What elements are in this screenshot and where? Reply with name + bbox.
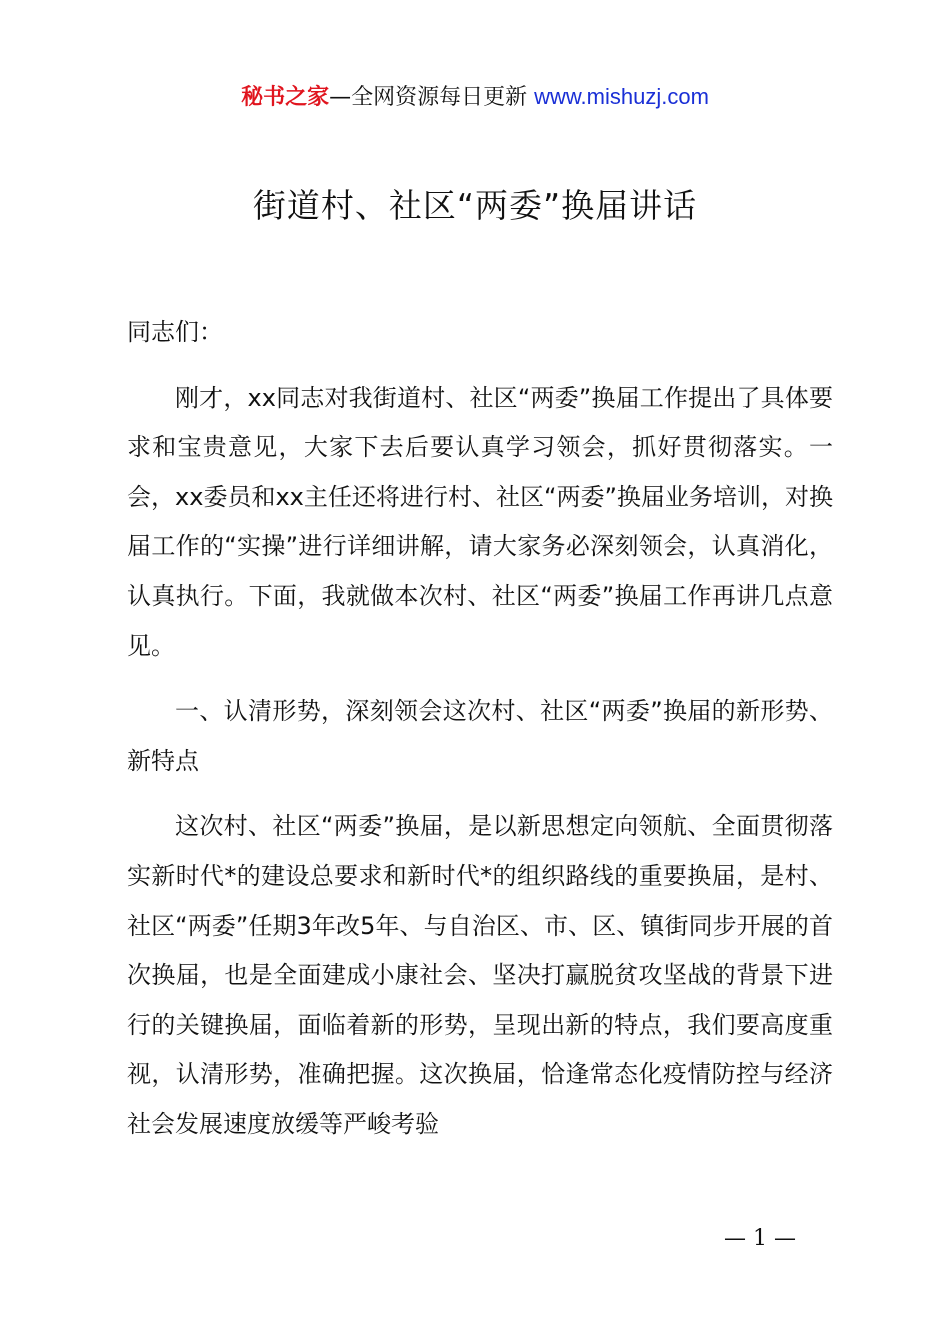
document-title: 街道村、社区“两委”换届讲话 bbox=[252, 186, 698, 225]
section-heading-1: 一、认清形势，深刻领会这次村、社区“两委”换届的新形势、新特点 bbox=[127, 697, 833, 775]
site-url-link[interactable]: www.mishuzj.com bbox=[534, 84, 709, 109]
paragraph-opening: 刚才，xx同志对我街道村、社区“两委”换届工作提出了具体要求和宝贵意见，大家下去后要认真学习领会，抓好贯彻落实。一会，xx委员和xx主任还将进行村、社区“两委”换届业务培训，对换届工作的“实操”进行详细讲解，请大家务必深刻领会，认真消化，认真执行。下面，我就做本次村、社区“两委”换届工作再讲几点意见。 bbox=[127, 383, 833, 660]
brand-name: 秘书之家 bbox=[241, 85, 330, 110]
salutation: 同志们： bbox=[127, 318, 223, 346]
page-number: — 1 — bbox=[724, 1226, 796, 1251]
paragraph-section-1: 这次村、社区“两委”换届，是以新思想定向领航、全面贯彻落实新时代*的建设总要求和新时代*的组织路线的重要换届，是村、社区“两委”任期3年改5年、与自治区、市、区、镇街同步开展的首次换届，也是全面建成小康社会、坚决打赢脱贫攻坚战的背景下进行的关键换届，面临着新的形势，呈现出新的特点，我们要高度重视，认清形势，准确把握。这次换届，恰逢常态化疫情防控与经济社会发展速度放缓等严峻考验 bbox=[127, 812, 833, 1138]
header-tagline: —全网资源每日更新 bbox=[329, 85, 528, 110]
site-header bbox=[0, 80, 950, 115]
document-body bbox=[127, 308, 833, 1150]
